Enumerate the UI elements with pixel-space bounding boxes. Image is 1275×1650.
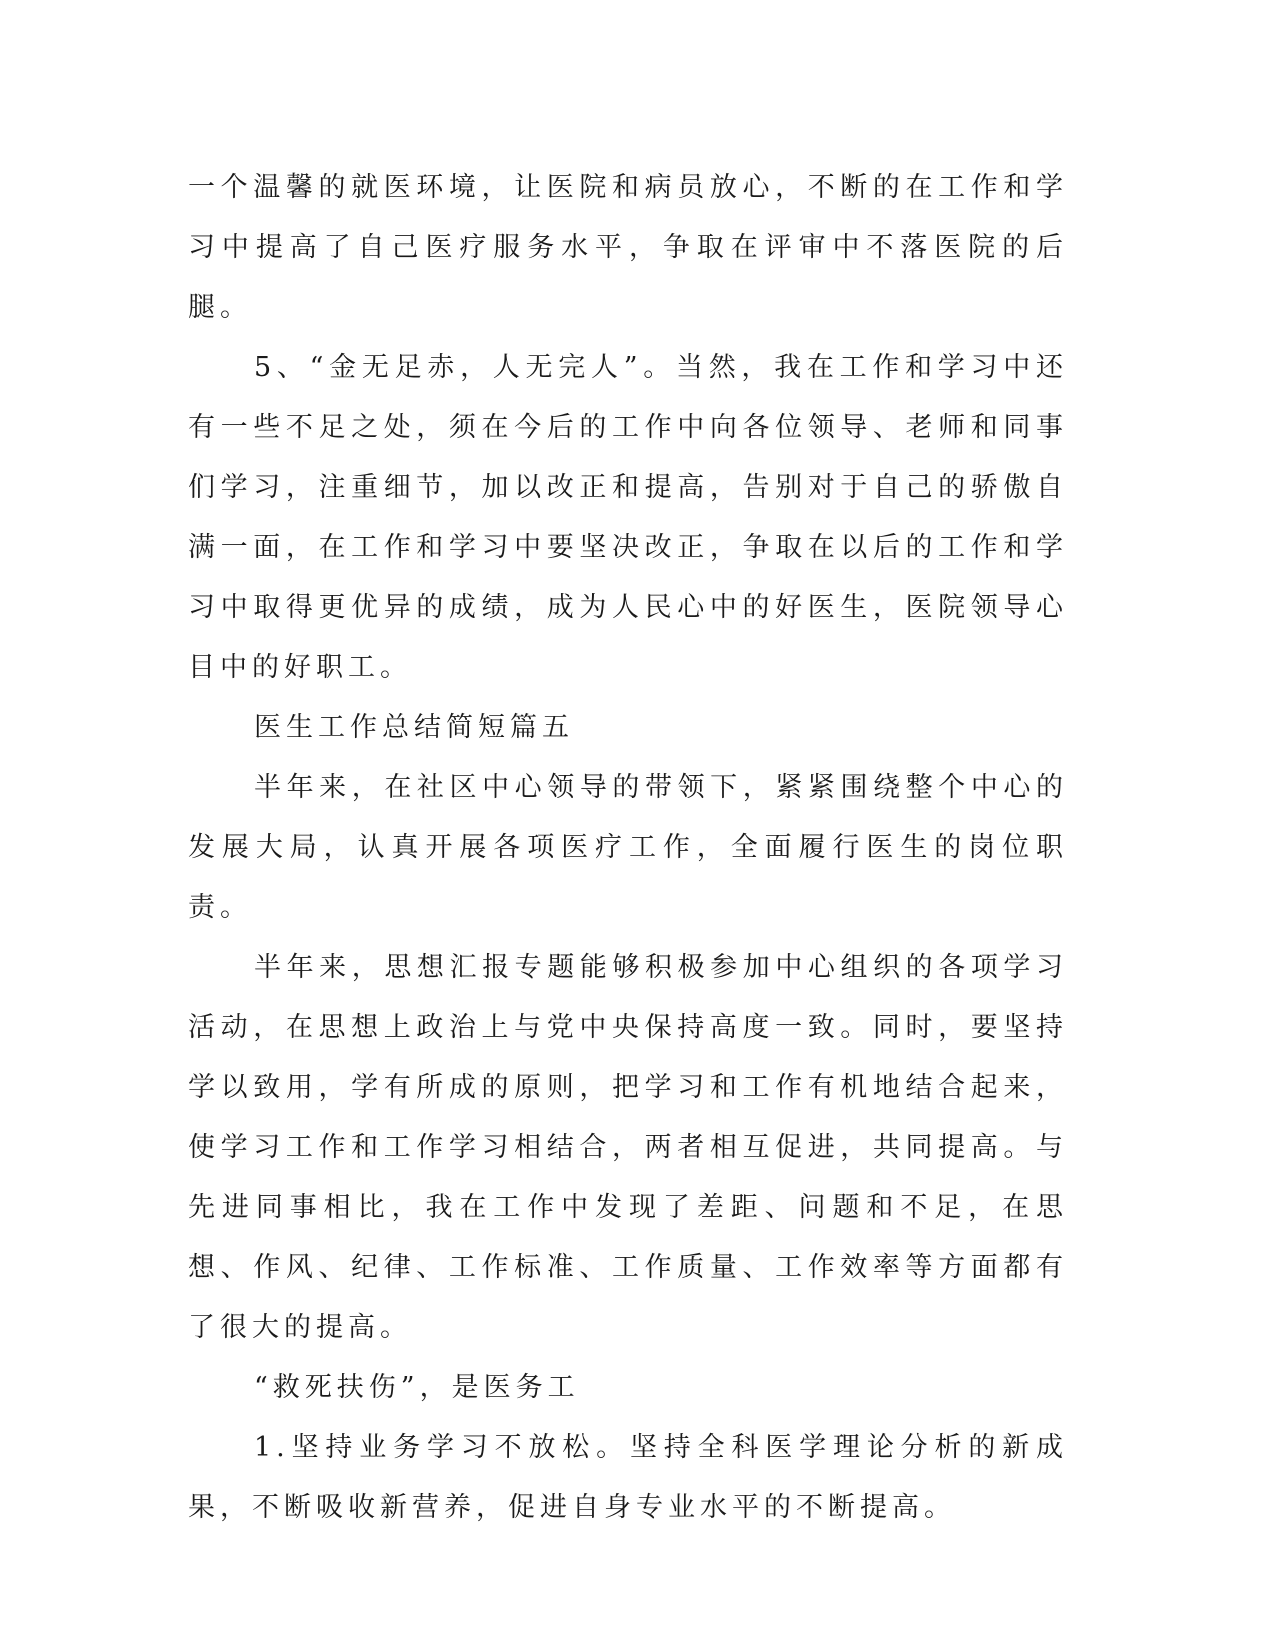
section-heading: 医生工作总结简短篇五: [254, 712, 574, 743]
paragraph-continuation: 一个温馨的就医环境，让医院和病员放心，不断的在工作和学习中提高了自己医疗服务水平，争取在评审中不落医院的后腿。: [188, 172, 1068, 323]
paragraph-fragment: “救死扶伤”，是医务工: [254, 1372, 580, 1403]
document-body: [188, 158, 1068, 1538]
paragraph-intro: 半年来，在社区中心领导的带领下，紧紧围绕整个中心的发展大局，认真开展各项医疗工作，全面履行医生的岗位职责。: [188, 772, 1068, 923]
paragraph-thought: 半年来，思想汇报专题能够积极参加中心组织的各项学习活动，在思想上政治上与党中央保持高度一致。同时，要坚持学以致用，学有所成的原则，把学习和工作有机地结合起来，使学习工作和工作学习相结合，两者相互促进，共同提高。与先进同事相比，我在工作中发现了差距、问题和不足，在思想、作风、纪律、工作标准、工作质量、工作效率等方面都有了很大的提高。: [188, 952, 1068, 1343]
paragraph-item-1: 1.坚持业务学习不放松。坚持全科医学理论分析的新成果，不断吸收新营养，促进自身专业水平的不断提高。: [188, 1432, 1068, 1523]
paragraph-item-5: 5、“金无足赤，人无完人”。当然，我在工作和学习中还有一些不足之处，须在今后的工作中向各位领导、老师和同事们学习，注重细节，加以改正和提高，告别对于自己的骄傲自满一面，在工作和学习中要坚决改正，争取在以后的工作和学习中取得更优异的成绩，成为人民心中的好医生，医院领导心目中的好职工。: [188, 352, 1068, 683]
